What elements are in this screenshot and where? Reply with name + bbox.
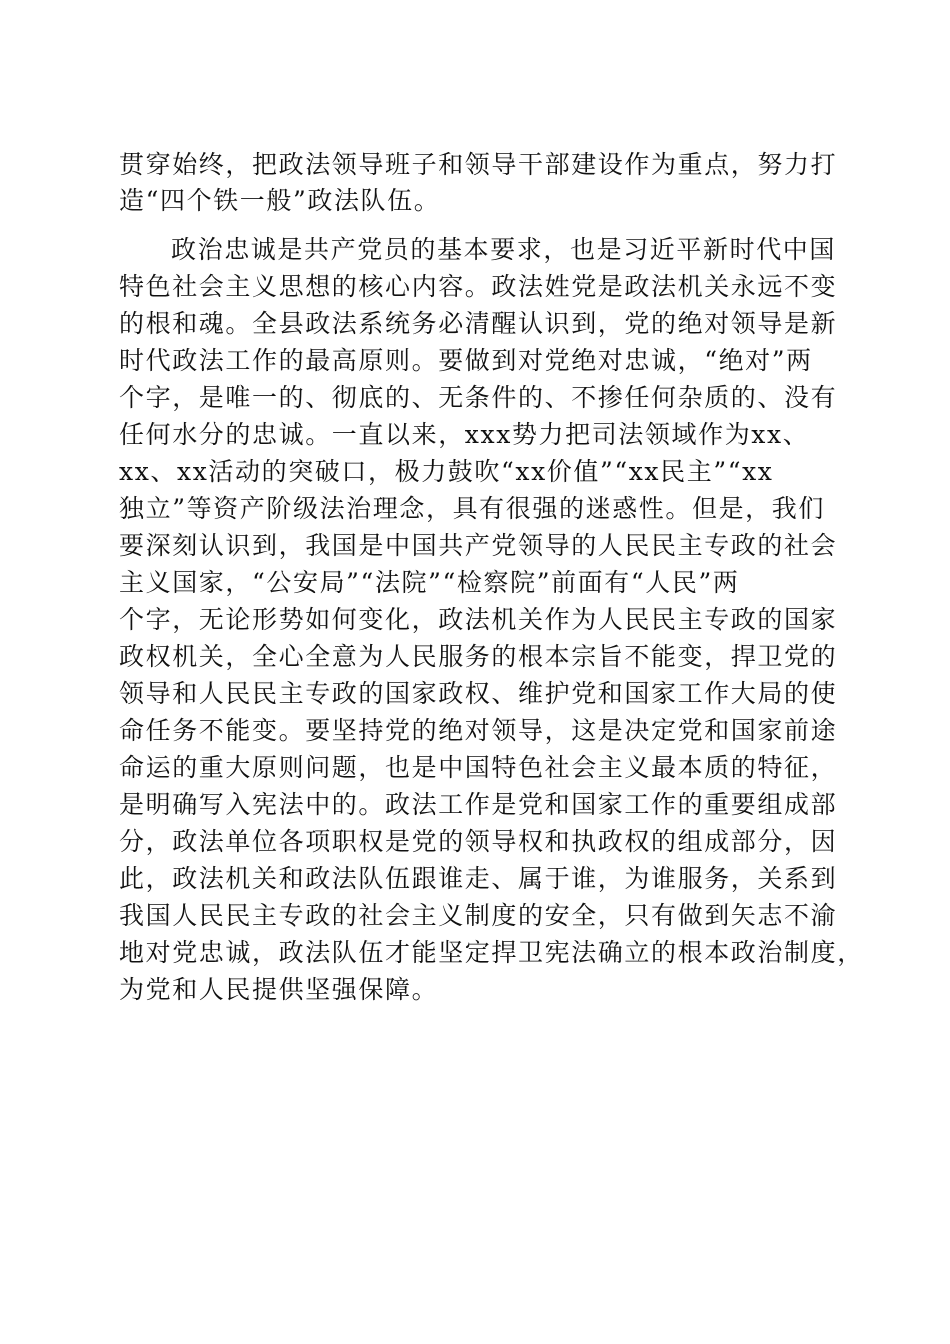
paragraph-2-line-3: 的根和魂。全县政法系统务必清醒认识到，党的绝对领导是新 — [119, 309, 838, 338]
paragraph-2-line-8: 独立”等资产阶级法治理念，具有很强的迷惑性。但是，我们 — [119, 494, 825, 523]
paragraph-2-line-2: 特色社会主义思想的核心内容。政法姓党是政法机关永远不变 — [119, 272, 838, 301]
paragraph-2-line-1: 政治忠诚是共产党员的基本要求，也是习近平新时代中国 — [171, 235, 837, 264]
paragraph-2-line-11: 个字，无论形势如何变化，政法机关作为人民民主专政的国家 — [119, 605, 838, 634]
paragraph-2-line-21: 为党和人民提供坚强保障。 — [119, 975, 439, 1004]
paragraph-2-line-6: 任何水分的忠诚。一直以来，xxx势力把司法领域作为xx、 — [119, 420, 810, 449]
paragraph-2-line-10: 主义国家，“公安局”“法院”“检察院”前面有“人民”两 — [119, 568, 740, 597]
document-body — [119, 147, 864, 1167]
paragraph-2-line-9: 要深刻认识到，我国是中国共产党领导的人民民主专政的社会 — [119, 531, 838, 560]
paragraph-2-line-18: 此，政法机关和政法队伍跟谁走、属于谁，为谁服务，关系到 — [119, 864, 838, 893]
paragraph-2-line-14: 命任务不能变。要坚持党的绝对领导，这是决定党和国家前途 — [119, 716, 838, 745]
paragraph-1-line-1: 贯穿始终，把政法领导班子和领导干部建设作为重点，努力打 — [119, 150, 838, 179]
paragraph-2-line-5: 个字，是唯一的、彻底的、无条件的、不掺任何杂质的、没有 — [119, 383, 838, 412]
paragraph-2-line-13: 领导和人民民主专政的国家政权、维护党和国家工作大局的使 — [119, 679, 838, 708]
paragraph-2-line-4: 时代政法工作的最高原则。要做到对党绝对忠诚，“绝对”两 — [119, 346, 813, 375]
paragraph-2-line-19: 我国人民民主专政的社会主义制度的安全，只有做到矢志不渝 — [119, 901, 838, 930]
paragraph-2-line-12: 政权机关，全心全意为人民服务的根本宗旨不能变，捍卫党的 — [119, 642, 838, 671]
paragraph-2-line-7: xx、xx活动的突破口，极力鼓吹“xx价值”“xx民主”“xx — [119, 457, 774, 486]
paragraph-2-line-20: 地对党忠诚，政法队伍才能坚定捍卫宪法确立的根本政治制度， — [119, 938, 864, 967]
paragraph-2-line-16: 是明确写入宪法中的。政法工作是党和国家工作的重要组成部 — [119, 790, 838, 819]
paragraph-2-line-15: 命运的重大原则问题，也是中国特色社会主义最本质的特征， — [119, 753, 838, 782]
paragraph-1-line-2: 造“四个铁一般”政法队伍。 — [119, 186, 441, 215]
paragraph-2-line-17: 分，政法单位各项职权是党的领导权和执政权的组成部分，因 — [119, 827, 838, 856]
